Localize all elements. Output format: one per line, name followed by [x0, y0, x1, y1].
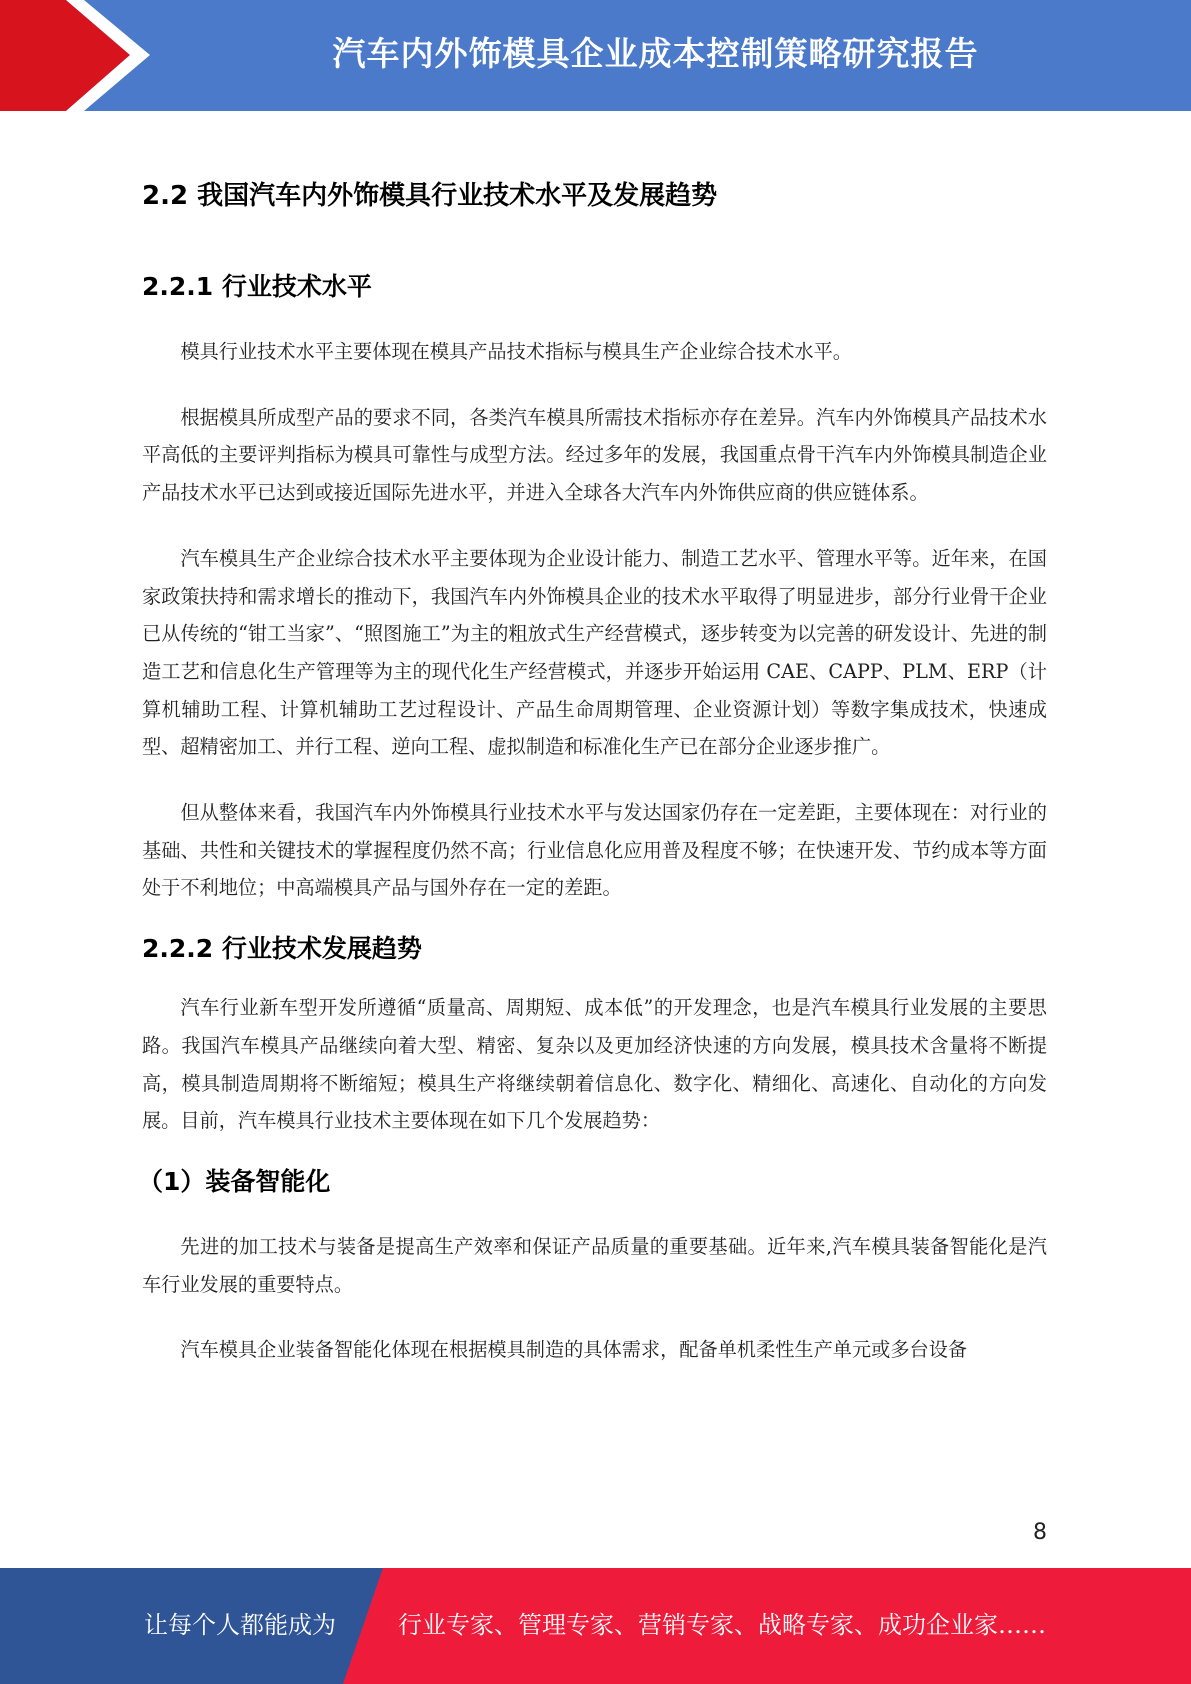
section-heading-2-2-2: 2.2.2 行业技术发展趋势	[142, 934, 422, 964]
footer-slogan-right: 行业专家、管理专家、营销专家、战略专家、成功企业家……	[398, 1611, 1046, 1639]
paragraph: 先进的加工技术与装备是提高生产效率和保证产品质量的重要基础。近年来,汽车模具装备智能化是汽车行业发展的重要特点。	[142, 1234, 1047, 1296]
section-heading-2-2-1: 2.2.1 行业技术水平	[142, 272, 372, 301]
paragraph: 汽车行业新车型开发所遵循“质量高、周期短、成本低”的开发理念，也是汽车模具行业发展的主要思路。我国汽车模具产品继续向着大型、精密、复杂以及更加经济快速的方向发展，模具技术含量将不断提高，模具制造周期将不断缩短；模具生产将继续朝着信息化、数字化、精细化、高速化、自动化的方向发展。目前，汽车模具行业技术主要体现在如下几个发展趋势：	[142, 996, 1047, 1133]
paragraph: 但从整体来看，我国汽车内外饰模具行业技术水平与发达国家仍存在一定差距，主要体现在：对行业的基础、共性和关键技术的掌握程度仍然不高；行业信息化应用普及程度不够；在快速开发、节约成本等方面处于不利地位；中高端模具产品与国外存在一定的差距。	[142, 801, 1047, 900]
footer-bar	[0, 1568, 1191, 1684]
report-title: 汽车内外饰模具企业成本控制策略研究报告	[332, 34, 979, 73]
section-heading-2-2: 2.2 我国汽车内外饰模具行业技术水平及发展趋势	[142, 181, 718, 211]
paragraph: 汽车模具生产企业综合技术水平主要体现为企业设计能力、制造工艺水平、管理水平等。近年来，在国家政策扶持和需求增长的推动下，我国汽车内外饰模具企业的技术水平取得了明显进步，部分行业骨干企业已从传统的“钳工当家”、“照图施工”为主的粗放式生产经营模式，逐步转变为以完善的研发设计、先进的制造工艺和信息化生产管理等为主的现代化生产经营模式，并逐步开始运用 CAE、CAPP、PLM、ERP（计算机辅助工程、计算机辅助工艺过程设计、产品生命周期管理、企业资源计划）等数字集成技术，快速成型、超精密加工、并行工程、逆向工程、虚拟制造和标准化生产已在部分企业逐步推广。	[142, 546, 1047, 759]
paragraph: 根据模具所成型产品的要求不同，各类汽车模具所需技术指标亦存在差异。汽车内外饰模具产品技术水平高低的主要评判指标为模具可靠性与成型方法。经过多年的发展，我国重点骨干汽车内外饰模具制造企业产品技术水平已达到或接近国际先进水平，并进入全球各大汽车内外饰供应商的供应链体系。	[142, 405, 1047, 505]
footer-slogan-left: 让每个人都能成为	[144, 1611, 336, 1639]
paragraph: 模具行业技术水平主要体现在模具产品技术指标与模具生产企业综合技术水平。	[180, 340, 852, 363]
page-number: 8	[1033, 1520, 1047, 1545]
subsection-heading-equipment-intelligence: （1）装备智能化	[138, 1166, 331, 1196]
header-red-arrow-decoration	[0, 0, 130, 111]
paragraph: 汽车模具企业装备智能化体现在根据模具制造的具体需求，配备单机柔性生产单元或多台设备	[180, 1338, 968, 1362]
header-bar	[0, 0, 1191, 111]
page-body	[138, 175, 1047, 1369]
